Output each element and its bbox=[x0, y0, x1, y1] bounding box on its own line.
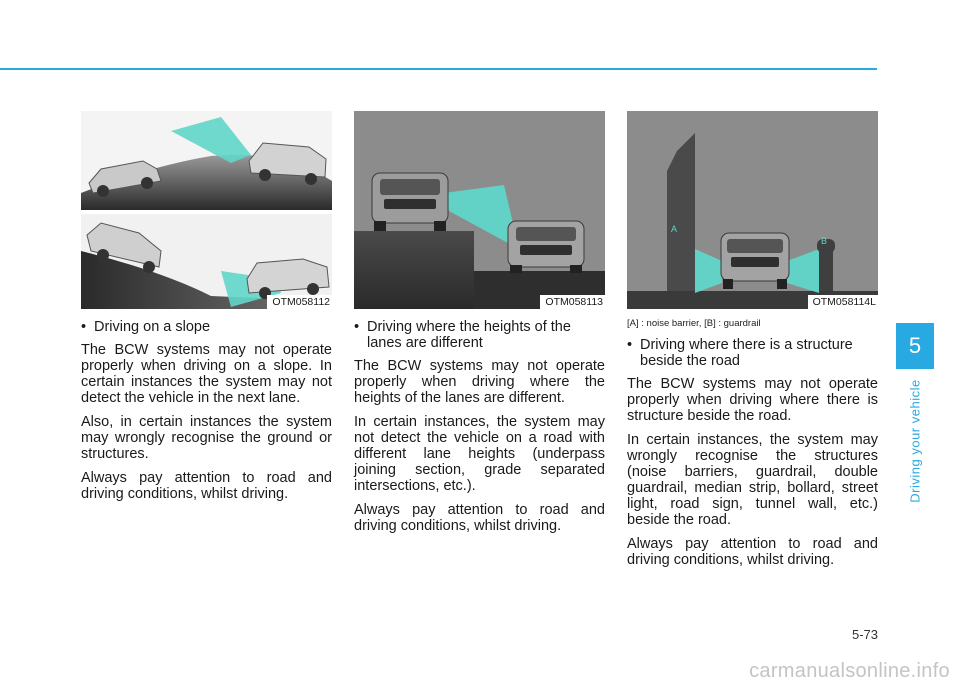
chapter-number-tab: 5 bbox=[896, 323, 934, 369]
column-lane-heights bbox=[354, 111, 605, 542]
paragraph: The BCW systems may not operate properly when driving where there is structure beside the road. bbox=[627, 376, 878, 424]
page-number: 5-73 bbox=[851, 627, 878, 642]
car-center bbox=[721, 233, 789, 289]
paragraph: Also, in certain instances the system may wrongly recognise the ground or structures. bbox=[81, 414, 332, 462]
paragraph: The BCW systems may not operate properly when driving where the heights of the lanes are different. bbox=[354, 358, 605, 406]
figure-slope bbox=[81, 111, 332, 309]
paragraph: The BCW systems may not operate properly when driving on a slope. In certain instances the system may not detect the vehicle in the next lane. bbox=[81, 342, 332, 406]
column-roadside-structure bbox=[627, 111, 878, 576]
watermark: carmanualsonline.info bbox=[749, 660, 950, 682]
header-rule bbox=[0, 68, 877, 70]
column-slope bbox=[81, 111, 332, 510]
label-a: A bbox=[671, 224, 678, 234]
paragraph: Always pay attention to road and driving conditions, whilst driving. bbox=[354, 502, 605, 534]
chapter-title bbox=[884, 376, 946, 506]
slope-illustration bbox=[81, 111, 332, 309]
label-b: B bbox=[821, 236, 828, 246]
lane-heights-illustration bbox=[354, 111, 605, 309]
figure-roadside-structure bbox=[627, 111, 878, 309]
figure-code: OTM058114L bbox=[808, 295, 878, 309]
figure-code: OTM058113 bbox=[540, 295, 605, 309]
roadside-structure-illustration bbox=[627, 111, 878, 309]
paragraph: Always pay attention to road and driving conditions, whilst driving. bbox=[627, 536, 878, 568]
figure-lane-heights bbox=[354, 111, 605, 309]
figure-caption: [A] : noise barrier, [B] : guardrail bbox=[627, 318, 761, 329]
paragraph: In certain instances, the system may wrongly recognise the structures (noise barriers, guardrail, double guardrail, median strip, bollard, street light, road sign, tunnel wall, etc.) beside the road. bbox=[627, 432, 878, 528]
bullet-heading: • Driving where the heights of the lanes are different bbox=[354, 319, 605, 351]
paragraph: In certain instances, the system may not detect the vehicle on a road with different lane heights (underpass joining section, grade separated intersections, etc.). bbox=[354, 414, 605, 494]
bullet-heading: • Driving on a slope bbox=[81, 319, 332, 335]
chapter-title-text: Driving your vehicle bbox=[907, 379, 923, 503]
car-upper-lane bbox=[372, 173, 448, 231]
paragraph: Always pay attention to road and driving conditions, whilst driving. bbox=[81, 470, 332, 502]
car-lower-lane bbox=[508, 221, 584, 273]
bullet-heading: • Driving where there is a structure beside the road bbox=[627, 337, 878, 369]
figure-code: OTM058112 bbox=[267, 295, 332, 309]
